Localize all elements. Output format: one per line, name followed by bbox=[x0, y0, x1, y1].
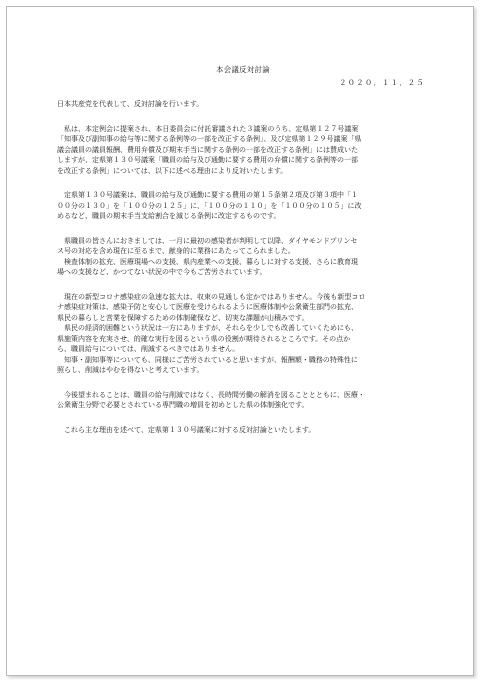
text-line: ス号の対応を含め現在に至るまで、献身的に業務にあたってこられました。 bbox=[57, 247, 295, 255]
text-line: を改正する条例」については、以下に述べる理由により反対いたします。 bbox=[57, 166, 288, 175]
text-line: ら、職員給与については、削減するべきではありません。 bbox=[57, 345, 240, 353]
text-line: 「知事及び副知事の給与等に関する条例等の一部を改正する条例」、及び定県第１２９号議案「県 bbox=[57, 135, 362, 143]
document-title: 本会議反対討論 bbox=[216, 65, 270, 74]
text-line: 照らし、削減はやむを得ないと考えています。 bbox=[57, 366, 204, 374]
document-date: ２０２０．１１．２５ bbox=[339, 78, 425, 87]
text-line: しますが、定県第１３０号議案「職員の給与及び通勤に要する費用の弁償に関する条例等の一部 bbox=[57, 156, 358, 164]
paragraph-closing bbox=[57, 425, 429, 436]
paragraph-staff-efforts bbox=[57, 236, 429, 278]
text-line: 県職員の皆さんにおきましては、一月に最初の感染者が判明して以降、ダイヤモンドプリンセ bbox=[57, 236, 358, 245]
paragraph-opening bbox=[57, 99, 429, 110]
text-line: 場への支援など、かつてない状況の中で今もご苦労されています。 bbox=[57, 268, 267, 276]
text-line: 現在の新型コロナ感染症の急速な拡大は、収束の見通しも定かではありません。今後も新型コロ bbox=[57, 292, 366, 301]
text-line: ００分の１３０」を「１００分の１２５」に、「１００分の１１０」を「１００分の１０５」に改 bbox=[57, 201, 362, 210]
text-line: 議会議員の議員報酬、費用弁償及び期末手当に関する条例の一部を改正する条例」には賛成いた bbox=[57, 145, 358, 154]
text-line: 検査体制の拡充、医療現場への支援、県内産業への支援、暮らしに対する支援、さらに教育現 bbox=[57, 257, 358, 266]
text-line: めるなど、職員の期末手当支給割合を減じる条例に改定するものです。 bbox=[57, 212, 281, 220]
text-line: 定県第１３０号議案は、職員の給与及び通勤に要する費用の第１５条第２項及び第３項中「１ bbox=[57, 191, 358, 199]
document-page-frame bbox=[6, 6, 474, 676]
text-line: 日本共産党を代表して、反対討論を行います。 bbox=[57, 100, 204, 108]
document-body bbox=[57, 65, 429, 449]
text-line: 県民の経済的困難という状況は一方にありますが、それらを少しでも改善していくためにも、 bbox=[57, 324, 358, 332]
paragraph-position bbox=[57, 124, 429, 177]
paragraph-covid-situation bbox=[57, 292, 429, 376]
paragraph-future-needs bbox=[57, 390, 429, 411]
text-line: これら主な理由を述べて、定県第１３０号議案に対する反対討論といたします。 bbox=[57, 425, 316, 434]
text-line: 今後望まれることは、職員の給与削減ではなく、長時間労働の解消を図ることとともに、医療・ bbox=[57, 390, 365, 399]
text-line: 私は、本定例会に提案され、本日委員会に付託審議された３議案のうち、定県第１２７号議案 bbox=[57, 124, 359, 133]
text-line: 県民の暮らしと営業を保障するための体制確保など、切実な課題が山積みです。 bbox=[57, 313, 309, 322]
text-line: 公衆衛生分野で必要とされている専門職の増員を初めとした県の体制強化です。 bbox=[57, 401, 309, 409]
text-line: ナ感染症対策は、感染予防と安心して医療を受けられるように医療体制や公衆衛生部門の拡充、 bbox=[57, 303, 358, 311]
text-line: 県施策内容を充実させ、的確な実行を図るという県の役割が期待されるところです。その点か bbox=[57, 334, 351, 343]
paragraph-bill-content bbox=[57, 190, 429, 222]
text-line: 知事・副知事等についても、同様にご苦労されていると思いますが、報酬額・職務の特殊性に bbox=[57, 355, 358, 364]
